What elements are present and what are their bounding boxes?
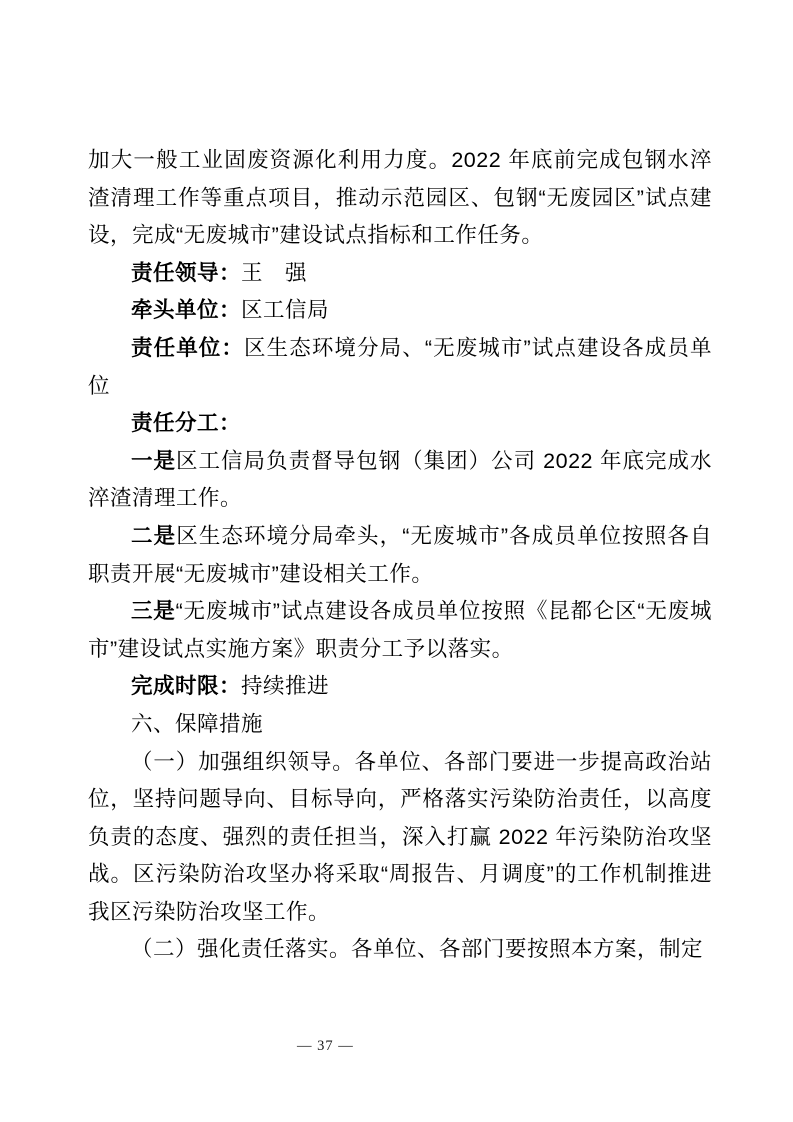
paragraph [88,931,712,969]
paragraph [88,292,712,330]
text-run: 加大一般工业固废资源化利用力度。2022 年底前完成包钢水淬渣清理工作等重点项目，推动示范园区、包钢“无废园区”试点建设，完成“无废城市”建设试点指标和工作任务。 [88,148,712,248]
paragraph [88,706,712,744]
text-run: 持续推进 [241,674,330,699]
paragraph [88,668,712,706]
paragraph [88,518,712,593]
paragraph [88,744,712,932]
emphasis-run: 责任领导： [131,260,242,285]
paragraph [88,142,712,255]
text-run: 区生态环境分局牵头，“无废城市”各成员单位按照各自职责开展“无废城市”建设相关工作。 [88,523,712,586]
emphasis-run: 一是 [131,448,177,473]
text-run: 区工信局负责督导包钢（集团）公司 2022 年底完成水淬渣清理工作。 [88,448,712,511]
text-run: （一）加强组织领导。各单位、各部门要进一步提高政治站位，坚持问题导向、目标导向，严格落实污染防治责任，以高度负责的态度、强烈的责任担当，深入打赢 2022 年污染防治攻坚战。区污染防治攻坚办将采取“周报告、月调度”的工作机制推进我区污染防治攻坚工作。 [88,749,712,924]
paragraph [88,330,712,405]
emphasis-run: 二是 [131,523,177,548]
text-run: 区生态环境分局、“无废城市”试点建设各成员单位 [88,335,712,398]
emphasis-run: 完成时限： [131,674,242,699]
paragraph [88,443,712,518]
page-number: — 37 — [297,1038,354,1054]
paragraph [88,593,712,668]
emphasis-run: 牵头单位： [131,298,242,323]
emphasis-run: 责任单位： [131,335,245,360]
text-run: 六、保障措施 [131,711,264,736]
text-run: （二）强化责任落实。各单位、各部门要按照本方案，制定 [131,937,704,962]
emphasis-run: 责任分工： [131,411,242,436]
text-run: 区工信局 [241,298,330,323]
paragraph [88,405,712,443]
text-run: 王 强 [241,260,308,285]
text-run: “无废城市”试点建设各成员单位按照《昆都仑区“无废城市”建设试点实施方案》职责分工予以落实。 [88,599,712,661]
emphasis-run: 三是 [131,599,176,624]
paragraph [88,255,712,293]
document-body [88,142,712,969]
